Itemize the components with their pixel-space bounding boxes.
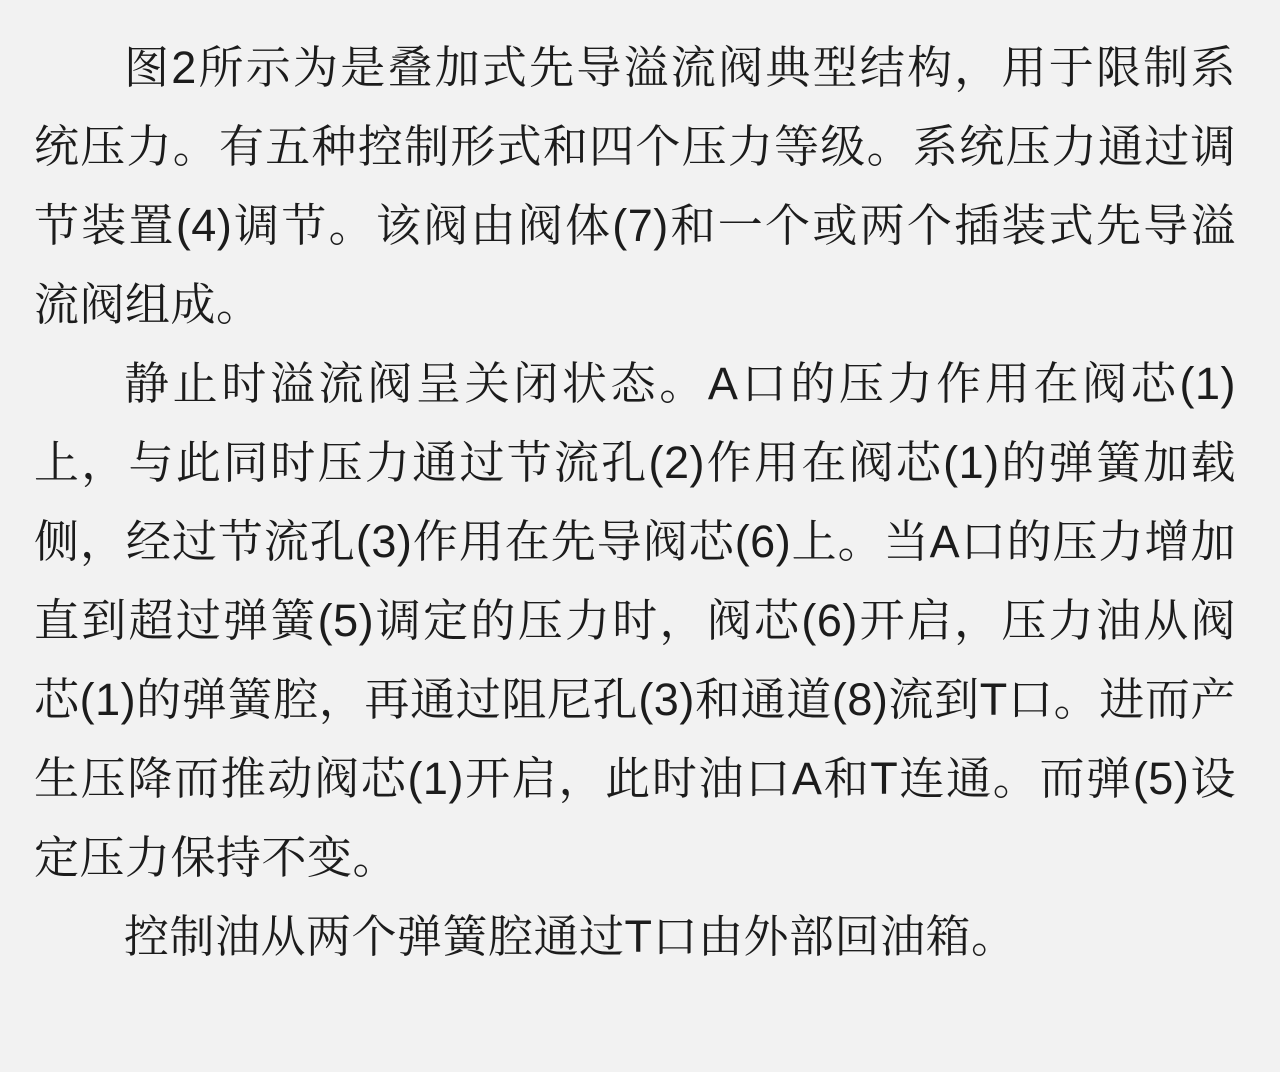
- document-body: [34, 28, 1236, 976]
- paragraph-2: 静止时溢流阀呈关闭状态。A口的压力作用在阀芯(1)上，与此同时压力通过节流孔(2)作用在阀芯(1)的弹簧加载侧，经过节流孔(3)作用在先导阀芯(6)上。当A口的压力增加直到超过弹簧(5)调定的压力时，阀芯(6)开启，压力油从阀芯(1)的弹簧腔，再通过阻尼孔(3)和通道(8)流到T口。进而产生压降而推动阀芯(1)开启，此时油口A和T连通。而弹(5)设定压力保持不变。: [34, 358, 1236, 883]
- paragraph-3: 控制油从两个弹簧腔通过T口由外部回油箱。: [124, 911, 1017, 962]
- paragraph-1: 图2所示为是叠加式先导溢流阀典型结构，用于限制系统压力。有五种控制形式和四个压力等级。系统压力通过调节装置(4)调节。该阀由阀体(7)和一个或两个插装式先导溢流阀组成。: [34, 42, 1236, 330]
